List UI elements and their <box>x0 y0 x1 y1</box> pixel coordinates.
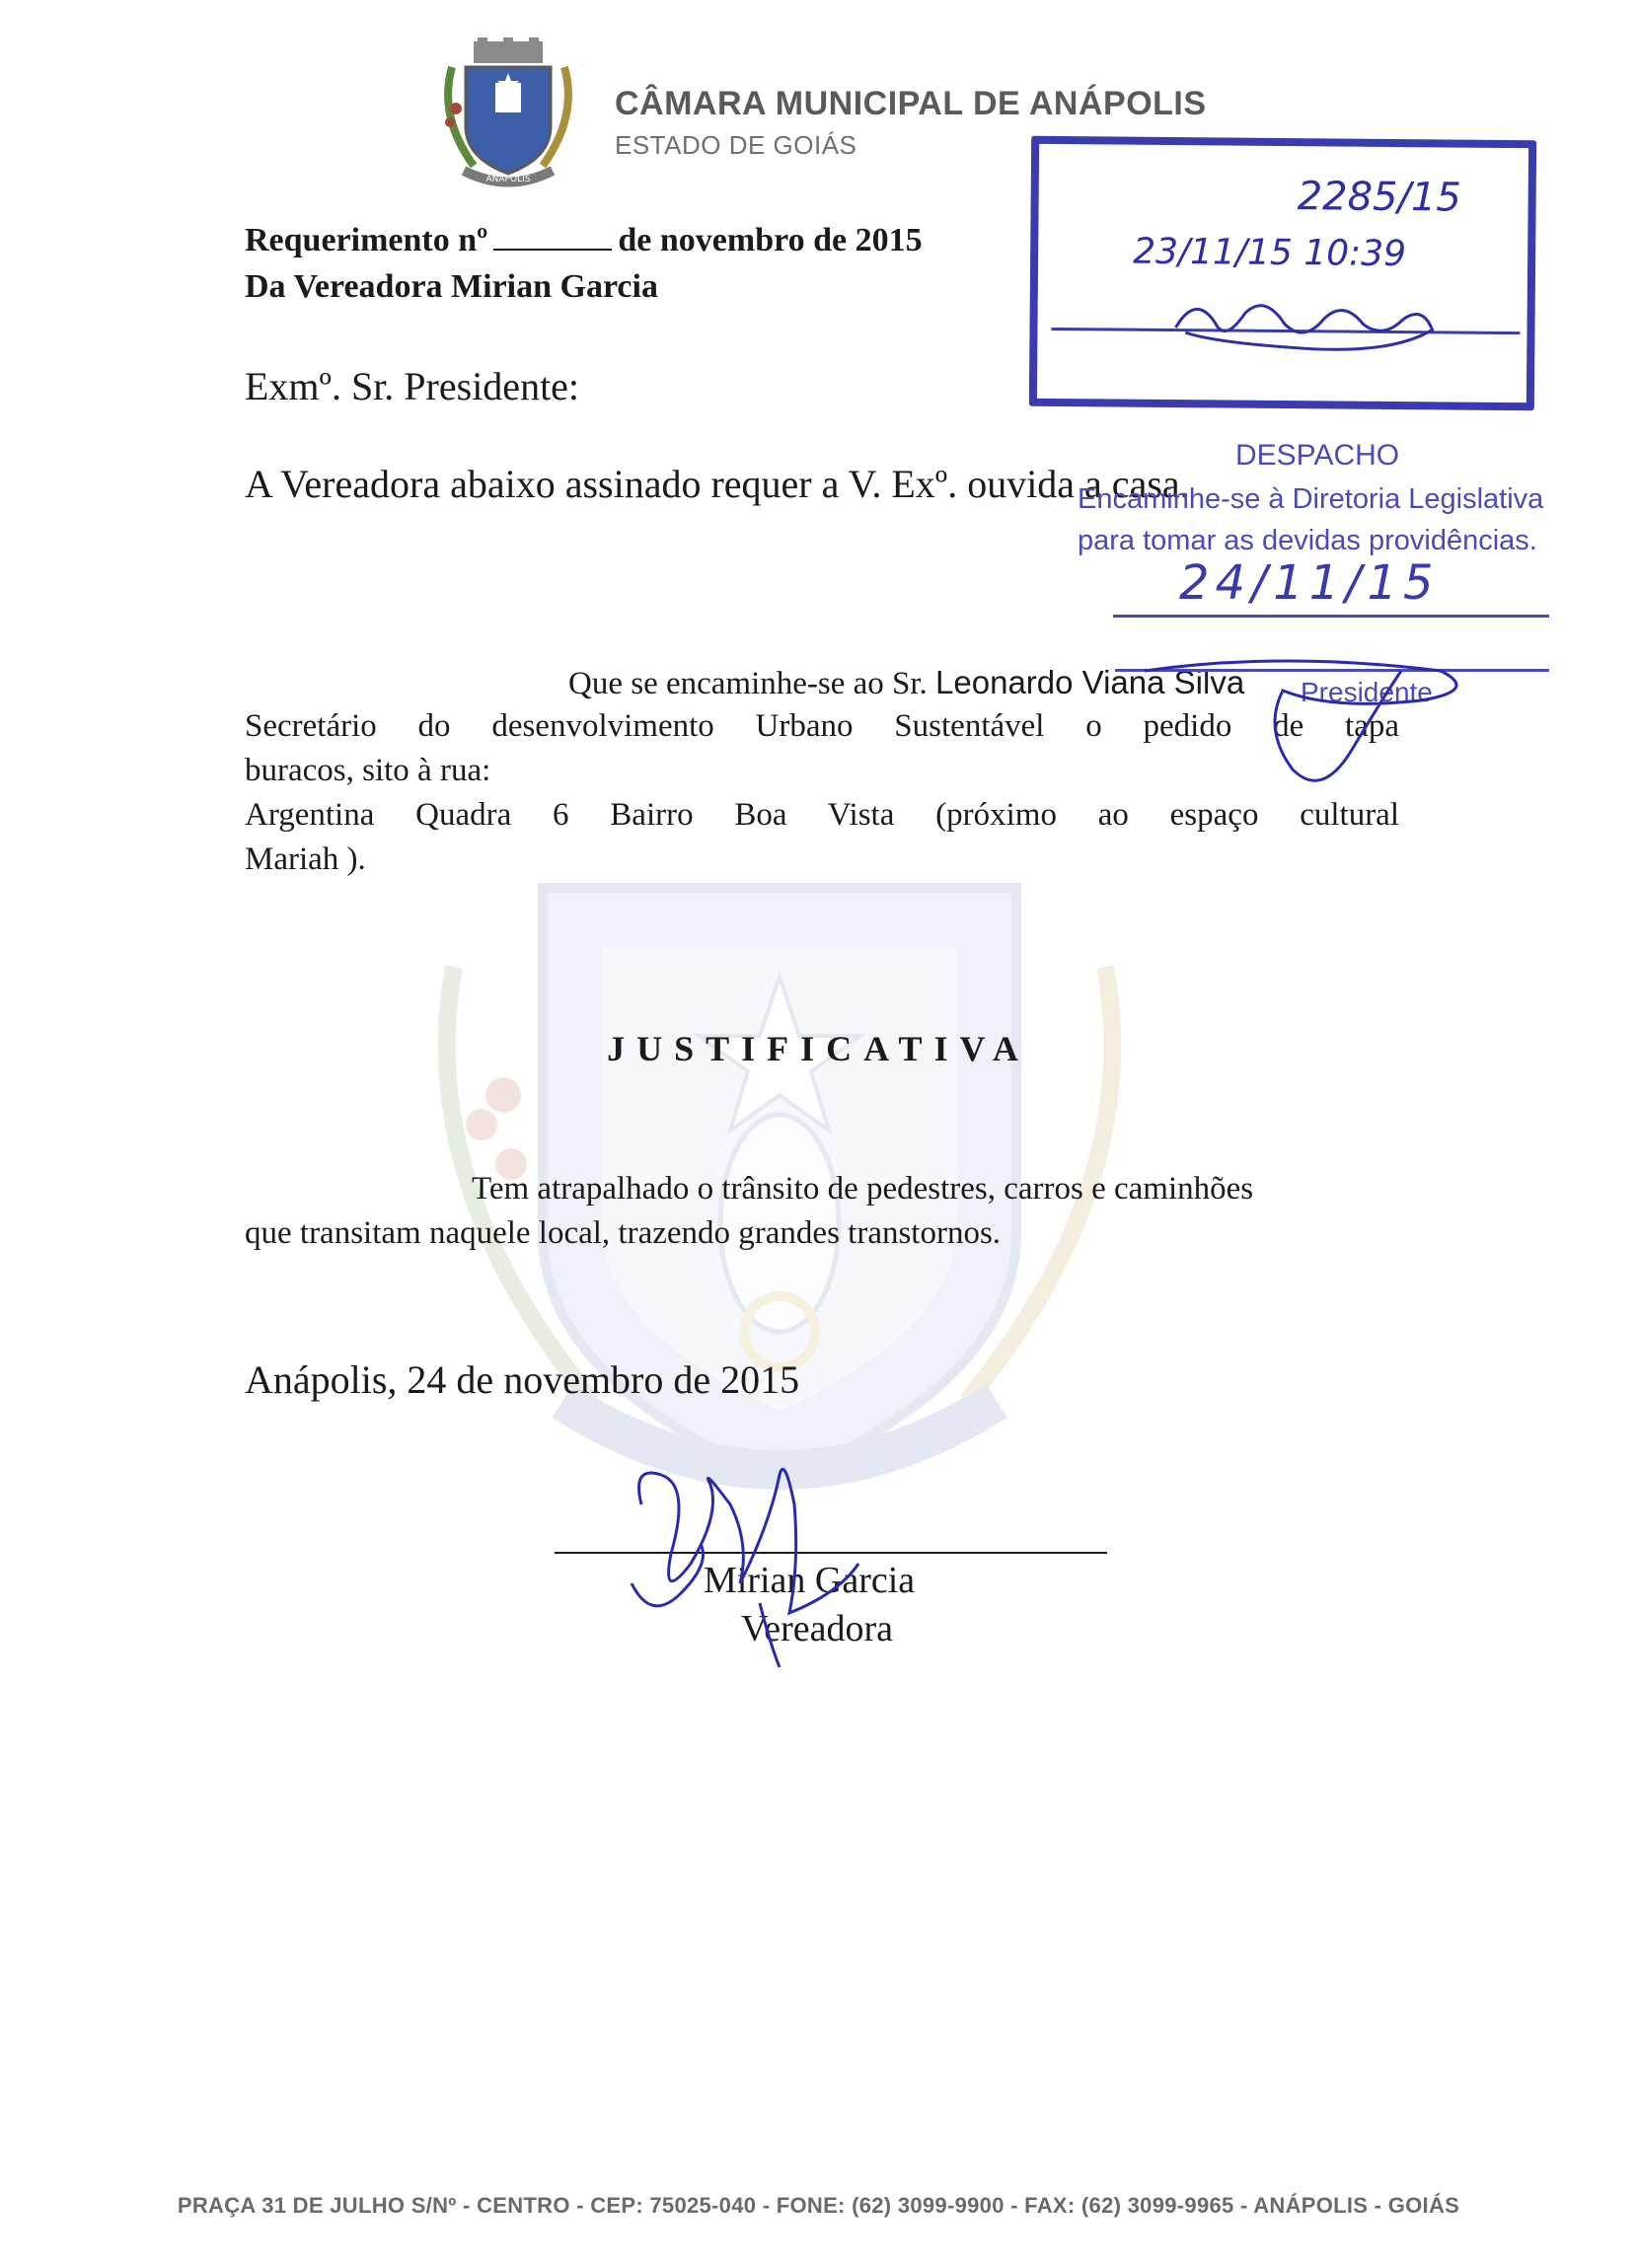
despacho-rule <box>1113 615 1549 618</box>
body-prefix: Que se encaminhe-se ao Sr. <box>568 666 928 701</box>
request-author: Da Vereadora Mirian Garcia <box>245 268 658 305</box>
request-number-blank <box>493 223 612 251</box>
crest-label: ANÁPOLIS <box>485 175 531 184</box>
protocol-stamp <box>1029 136 1536 410</box>
request-title <box>245 222 923 259</box>
handwritten-signature <box>612 1445 868 1672</box>
despacho-role: Presidente <box>1301 677 1433 707</box>
body-line: Argentina Quadra 6 Bairro Boa Vista (próximo ao espaço cultural <box>245 797 1399 833</box>
crest-logo <box>434 37 582 190</box>
despacho-signature <box>1085 631 1480 819</box>
despacho-date: 24/11/15 <box>1179 555 1440 611</box>
stamp-initials-signature <box>1155 283 1443 365</box>
place-date: Anápolis, 24 de novembro de 2015 <box>245 1357 800 1402</box>
body-line: buracos, sito à rua: <box>245 753 491 788</box>
watermark-crest <box>395 769 1164 1539</box>
institution-name: CÂMARA MUNICIPAL DE ANÁPOLIS <box>615 85 1207 122</box>
despacho-line: Encaminhe-se à Diretoria Legislativa <box>1078 483 1544 515</box>
request-title-suffix: de novembro de 2015 <box>618 222 923 258</box>
justificativa-heading: JUSTIFICATIVA <box>607 1029 1030 1068</box>
signer-role: Vereadora <box>741 1608 894 1649</box>
signer-name: Mirian Garcia <box>704 1560 916 1601</box>
despacho-title: DESPACHO <box>1235 439 1400 472</box>
body-line: Secretário do desenvolvimento Urbano Sustentável o pedido de tapa <box>245 708 1399 744</box>
justificativa-line: que transitam naquele local, trazendo grandes transtornos. <box>245 1215 1002 1251</box>
recipient-name: Leonardo Viana Silva <box>935 664 1245 700</box>
request-title-prefix: Requerimento nº <box>245 222 488 258</box>
salutation: Exmº. Sr. Presidente: <box>245 364 580 408</box>
protocol-number: 2285/15 <box>1297 174 1462 221</box>
body-line: Mariah ). <box>245 841 366 877</box>
institution-state: ESTADO DE GOIÁS <box>615 130 857 160</box>
request-intro: A Vereadora abaixo assinado requer a V. Exº. ouvida a casa. <box>245 462 1190 506</box>
footer-address: PRAÇA 31 DE JULHO S/Nº - CENTRO - CEP: 75025-040 - FONE: (62) 3099-9900 - FAX: (62) 3099-9965 - ANÁPOLIS - GOIÁS <box>177 2193 1460 2218</box>
protocol-datetime: 23/11/15 10:39 <box>1133 231 1407 275</box>
justificativa-line: Tem atrapalhado o trânsito de pedestres, carros e caminhões <box>472 1171 1254 1207</box>
despacho-line: para tomar as devidas providências. <box>1078 525 1537 556</box>
